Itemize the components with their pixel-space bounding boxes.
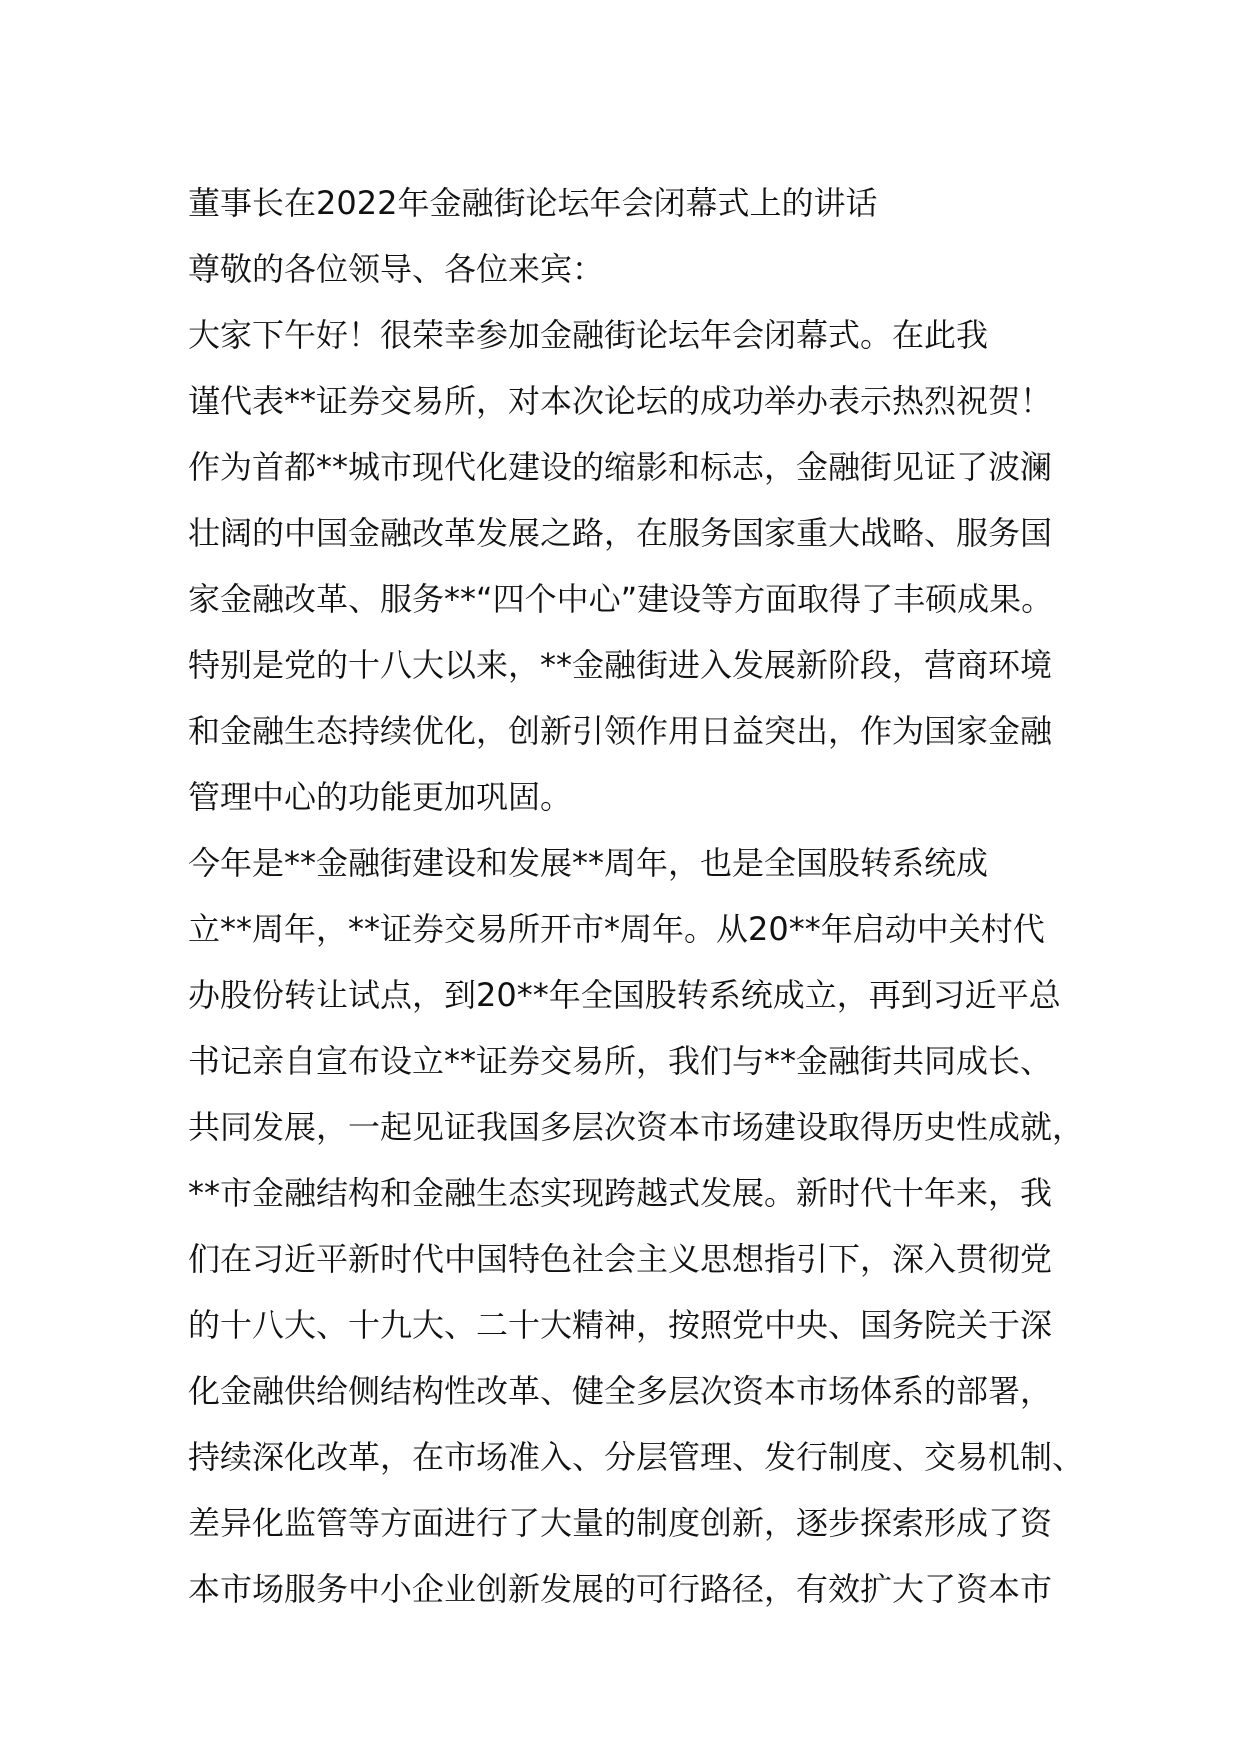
salutation: 尊敬的各位领导、各位来宾： [188,250,605,288]
paragraph-line: 共同发展，一起见证我国多层次资本市场建设取得历史性成就， [188,1108,1085,1146]
paragraph-line: 谨代表**证券交易所，对本次论坛的成功举办表示热烈祝贺！ [188,382,1053,420]
paragraph-line: 持续深化改革，在市场准入、分层管理、发行制度、交易机制、 [188,1438,1085,1476]
paragraph-line: 今年是**金融街建设和发展**周年，也是全国股转系统成 [188,844,989,882]
paragraph-line: 和金融生态持续优化，创新引领作用日益突出，作为国家金融 [188,712,1053,750]
paragraph-line: 大家下午好！很荣幸参加金融街论坛年会闭幕式。在此我 [188,316,989,354]
paragraph-2 [188,830,1085,1622]
paragraph-1 [188,302,1068,830]
paragraph-line: 化金融供给侧结构性改革、健全多层次资本市场体系的部署， [188,1372,1053,1410]
paragraph-line: 管理中心的功能更加巩固。 [188,778,573,816]
paragraph-line: 书记亲自宣布设立**证券交易所，我们与**金融街共同成长、 [188,1042,1053,1080]
speech-document [188,170,1085,1622]
paragraph-line: **市金融结构和金融生态实现跨越式发展。新时代十年来，我 [188,1174,1053,1212]
paragraph-line: 作为首都**城市现代化建设的缩影和标志，金融街见证了波澜 [188,448,1053,486]
paragraph-line: 立**周年，**证券交易所开市*周年。从20**年启动中关村代 [188,910,1045,948]
paragraph-line: 办股份转让试点，到20**年全国股转系统成立，再到习近平总 [188,976,1061,1014]
paragraph-line: 差异化监管等方面进行了大量的制度创新，逐步探索形成了资 [188,1504,1053,1542]
paragraph-line: 家金融改革、服务**“四个中心”建设等方面取得了丰硕成果。 [188,580,1054,618]
speech-title: 董事长在2022年金融街论坛年会闭幕式上的讲话 [188,184,878,222]
paragraph-line: 特别是党的十八大以来，**金融街进入发展新阶段，营商环境 [188,646,1053,684]
paragraph-line: 的十八大、十九大、二十大精神，按照党中央、国务院关于深 [188,1306,1053,1344]
paragraph-line: 们在习近平新时代中国特色社会主义思想指引下，深入贯彻党 [188,1240,1053,1278]
paragraph-line: 壮阔的中国金融改革发展之路，在服务国家重大战略、服务国 [188,514,1053,552]
paragraph-line: 本市场服务中小企业创新发展的可行路径，有效扩大了资本市 [188,1570,1053,1608]
